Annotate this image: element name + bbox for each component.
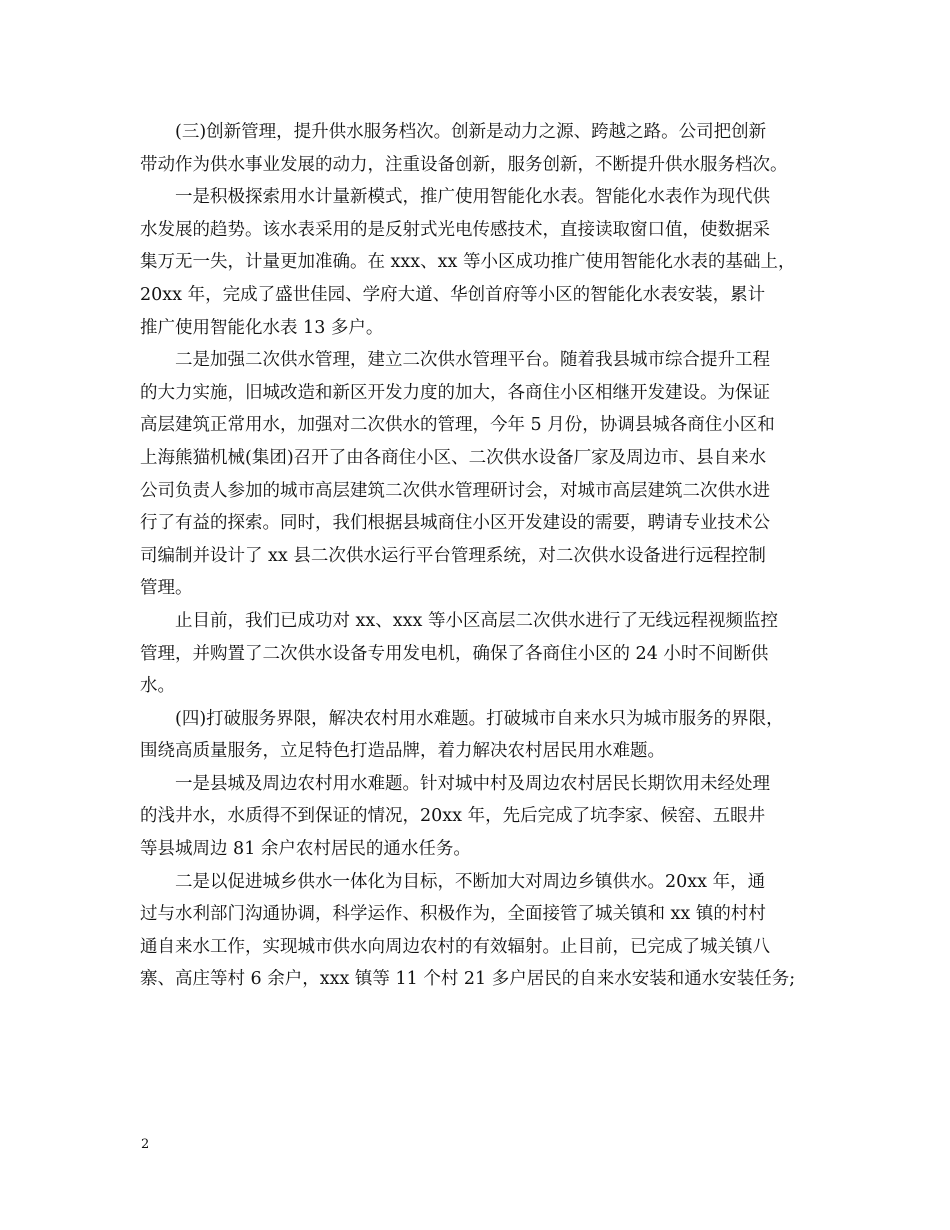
paragraph-line: 20xx 年，完成了盛世佳园、学府大道、华创首府等小区的智能化水表安装，累计 bbox=[140, 284, 766, 305]
paragraph-line: 二是以促进城乡供水一体化为目标，不断加大对周边乡镇供水。20xx 年，通 bbox=[175, 871, 766, 892]
paragraph-line: 司编制并设计了 xx 县二次供水运行平台管理系统，对二次供水设备进行远程控制 bbox=[140, 545, 766, 566]
paragraph-line: 的浅井水，水质得不到保证的情况，20xx 年，先后完成了坑李家、候窑、五眼井 bbox=[140, 806, 766, 827]
paragraph-line: 行了有益的探索。同时，我们根据县城商住小区开发建设的需要，聘请专业技术公 bbox=[140, 513, 770, 534]
document-body bbox=[140, 116, 820, 996]
paragraph-line: (三)创新管理，提升供水服务档次。创新是动力之源、跨越之路。公司把创新 bbox=[175, 122, 767, 142]
paragraph-line: 止目前，我们已成功对 xx、xxx 等小区高层二次供水进行了无线远程视频监控 bbox=[175, 610, 778, 631]
paragraph-line: (四)打破服务界限，解决农村用水难题。打破城市自来水只为城市服务的界限， bbox=[175, 708, 784, 729]
paragraph-line: 集万无一失，计量更加准确。在 xxx、xx 等小区成功推广使用智能化水表的基础上， bbox=[140, 252, 796, 273]
paragraph-line: 二是加强二次供水管理，建立二次供水管理平台。随着我县城市综合提升工程 bbox=[175, 350, 770, 371]
paragraph-line: 一是积极探索用水计量新模式，推广使用智能化水表。智能化水表作为现代供 bbox=[175, 187, 770, 208]
paragraph-line: 水。 bbox=[140, 676, 175, 697]
page-number: 2 bbox=[141, 1137, 150, 1152]
paragraph-line: 通自来水工作，实现城市供水向周边农村的有效辐射。止目前，已完成了城关镇八 bbox=[140, 936, 770, 957]
paragraph-line: 的大力实施，旧城改造和新区开发力度的加大，各商住小区相继开发建设。为保证 bbox=[140, 382, 770, 403]
paragraph-line: 寨、高庄等村 6 余户，xxx 镇等 11 个村 21 多户居民的自来水安装和通水安装任务; bbox=[140, 969, 796, 990]
paragraph-line: 高层建筑正常用水，加强对二次供水的管理，今年 5 月份，协调县城各商住小区和 bbox=[140, 415, 775, 436]
paragraph-line: 一是县城及周边农村用水难题。针对城中村及周边农村居民长期饮用未经处理 bbox=[175, 773, 770, 794]
paragraph-line: 推广使用智能化水表 13 多户。 bbox=[140, 317, 384, 338]
paragraph-line: 等县城周边 81 余户农村居民的通水任务。 bbox=[140, 839, 471, 860]
paragraph-line: 上海熊猫机械(集团)召开了由各商住小区、二次供水设备厂家及周边市、县自来水 bbox=[140, 447, 767, 468]
paragraph-line: 管理，并购置了二次供水设备专用发电机，确保了各商住小区的 24 小时不间断供 bbox=[140, 643, 769, 664]
paragraph-line: 带动作为供水事业发展的动力，注重设备创新，服务创新，不断提升供水服务档次。 bbox=[140, 154, 788, 175]
paragraph-line: 公司负责人参加的城市高层建筑二次供水管理研讨会，对城市高层建筑二次供水进 bbox=[140, 480, 770, 501]
paragraph-line: 水发展的趋势。该水表采用的是反射式光电传感技术，直接读取窗口值，使数据采 bbox=[140, 219, 770, 240]
paragraph-line: 过与水利部门沟通协调，科学运作、积极作为，全面接管了城关镇和 xx 镇的村村 bbox=[140, 904, 766, 925]
paragraph-line: 管理。 bbox=[140, 578, 193, 599]
paragraph-line: 围绕高质量服务，立足特色打造品牌，着力解决农村居民用水难题。 bbox=[140, 741, 665, 762]
